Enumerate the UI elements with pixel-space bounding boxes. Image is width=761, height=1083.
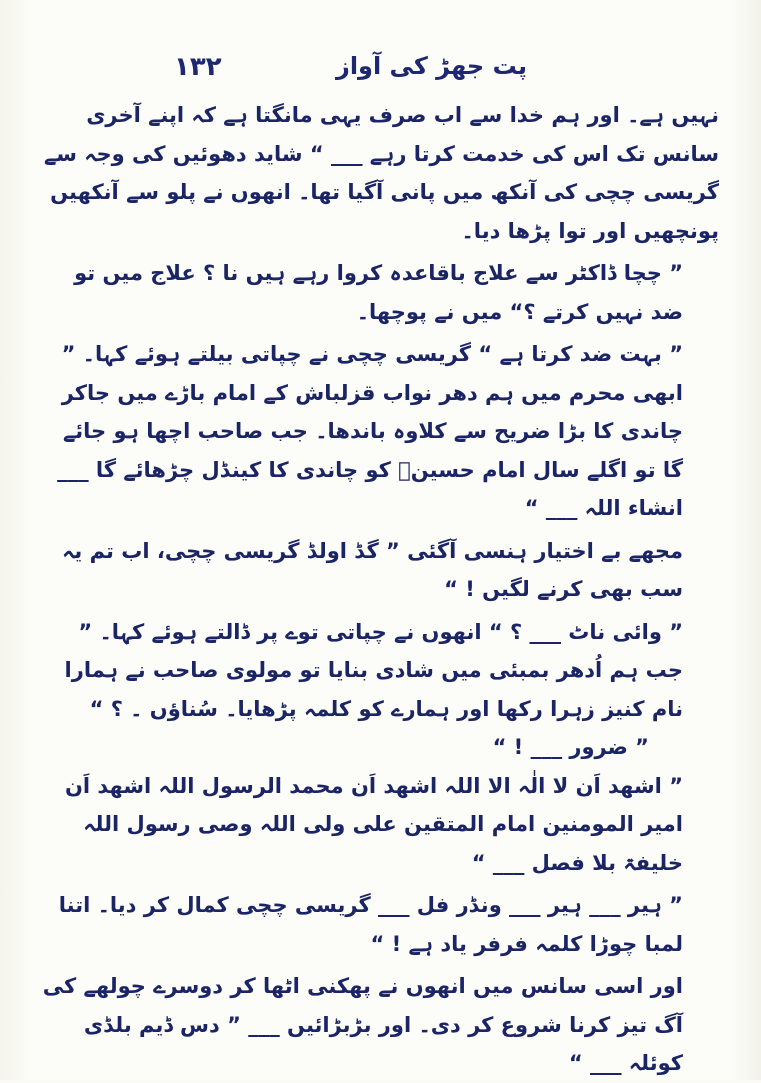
- paragraph: نہیں ہے۔ اور ہم خدا سے اب صرف یہی مانگتا ہے کہ اپنے آخری سانس تک اس کی خدمت کرتا رہے ___ “ شاید دھوئیں کی وجہ سے گریسی چچی کی آنکھ میں پانی آگیا تھا۔ انھوں نے پلو سے آنکھیں پونچھیں اور توا پڑھا دیا۔: [43, 103, 719, 243]
- paragraph: ” اشھد اَن لا الٰہ الا اللہ اشھد اَن محمد الرسول اللہ اشھد اَن امیر المومنین امام المتقین علی ولی اللہ وصی رسول اللہ خلیفۃ بلا فصل ___ “: [64, 773, 683, 875]
- paragraph: ” وائی ناٹ ___ ؟ “ انھوں نے چپاتی توے پر ڈالتے ہوئے کہا۔ ” جب ہم اُدھر بمبئی میں شادی بنایا تو مولوی صاحب نے ہمارا نام کنیز زہرا رکھا اور ہمارے کو کلمہ پڑھایا۔ سُناؤں ۔ ؟ “: [64, 619, 683, 721]
- page-body: [36, 96, 719, 1083]
- page-header: [36, 40, 719, 96]
- paragraph: ” بہت ضد کرتا ہے “ گریسی چچی نے چپاتی بیلتے ہوئے کہا۔ ” ابھی محرم میں ہم دھر نواب قزلباش کے امام باڑے میں جاکر چاندی کا بڑا ضریح سے کلاوہ باندھا۔ جب صاحب اچھا ہو جائے گا تو اگلے سال امام حسینؑ کو چاندی کا کینڈل چڑھائے گا ___ انشاء اللہ ___ “: [57, 342, 683, 520]
- paragraph: ” ضرور ___ ! “: [492, 735, 649, 759]
- paragraph: اور اسی سانس میں انھوں نے پھکنی اٹھا کر دوسرے چولھے کی آگ تیز کرنا شروع کر دی۔ اور بڑبڑائیں ___ ” دس ڈیم بلڈی کوئلہ ___ “: [42, 974, 683, 1075]
- paragraph: مجھے بے اختیار ہنسی آگئی ” گڈ اولڈ گریسی چچی، اب تم یہ سب بھی کرنے لگیں ! “: [62, 538, 683, 601]
- page-number: ١٣٢: [174, 52, 222, 82]
- paragraph: ” ہیر ___ ہیر ___ ونڈر فل ___ گریسی چچی کمال کر دیا۔ اتنا لمبا چوڑا کلمہ فرفر یاد ہے ! “: [58, 893, 683, 956]
- paragraph: ” چچا ڈاکٹر سے علاج باقاعدہ کروا رہے ہیں نا ؟ علاج میں تو ضد نہیں کرتے ؟“ میں نے پوچھا۔: [74, 261, 683, 324]
- running-title: پت جھڑ کی آواز: [336, 52, 527, 80]
